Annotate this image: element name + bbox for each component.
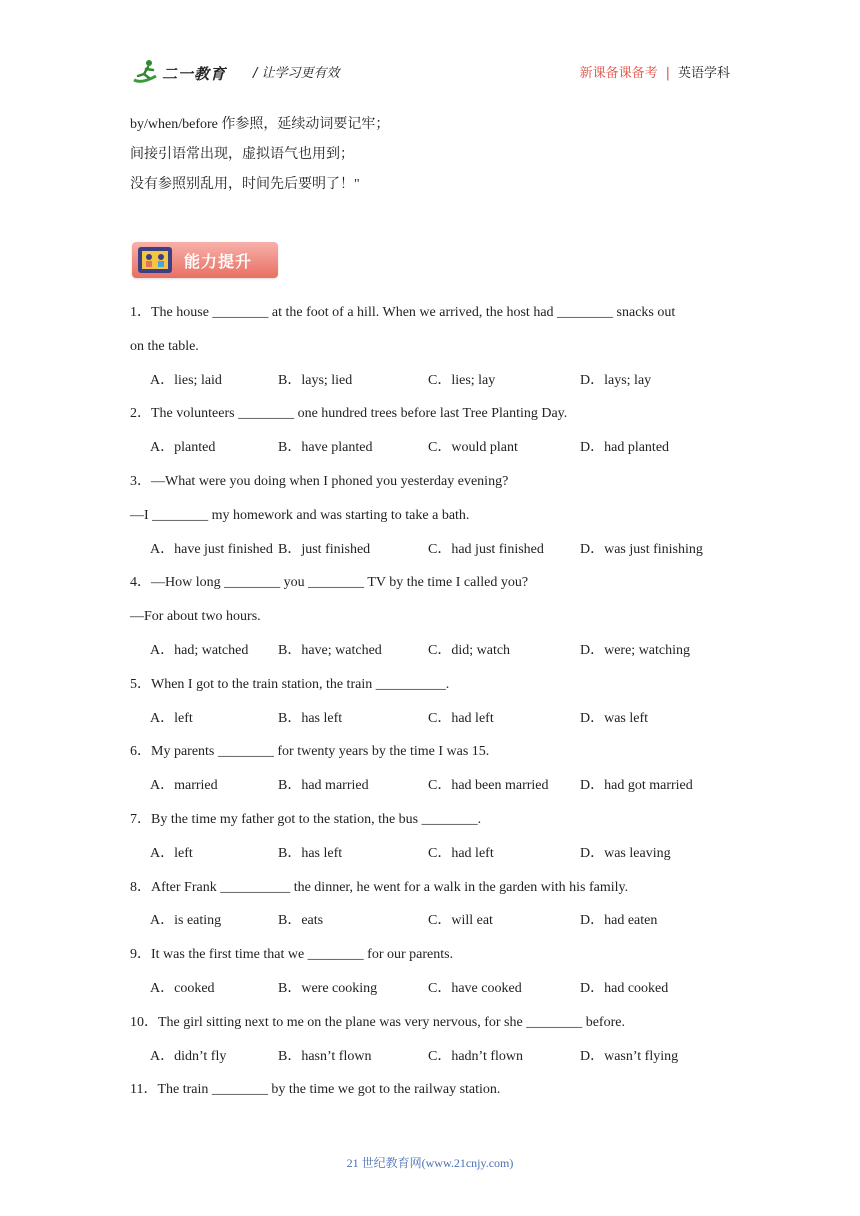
option-c: C．lies; lay xyxy=(428,372,496,388)
header-subject-label: 英语学科 xyxy=(677,66,730,81)
answer-options xyxy=(130,769,730,803)
option-b: B．lays; lied xyxy=(278,372,353,388)
question-stem: 10．The girl sitting next to me on the plane was very nervous, for she ________ before. xyxy=(130,1014,625,1030)
logo xyxy=(132,58,250,86)
section-badge-label: 能力提升 xyxy=(184,252,253,271)
option-b: B．hasn’t flown xyxy=(278,1048,372,1064)
option-c: C．have cooked xyxy=(428,980,522,996)
answer-options xyxy=(130,904,730,938)
option-d: D．were; watching xyxy=(580,642,691,658)
answer-options xyxy=(130,702,730,736)
option-d: D．had cooked xyxy=(580,980,669,996)
answer-options xyxy=(130,364,730,398)
option-c: C．hadn’t flown xyxy=(428,1048,524,1064)
question-list xyxy=(130,296,730,1107)
option-a: A．have just finished xyxy=(150,541,273,557)
runner-logo-icon xyxy=(132,58,162,86)
option-a: A．cooked xyxy=(150,980,215,996)
option-d: D．was just finishing xyxy=(580,541,703,557)
option-d: D．wasn’t flying xyxy=(580,1048,679,1064)
section-badge xyxy=(132,242,278,278)
option-a: A．married xyxy=(150,778,218,794)
option-b: B．were cooking xyxy=(278,980,378,996)
option-c: C．had just finished xyxy=(428,541,544,557)
option-c: C．will eat xyxy=(428,913,493,929)
option-a: A．lies; laid xyxy=(150,372,222,388)
intro-line: 没有参照别乱用，时间先后要明了！" xyxy=(130,177,360,192)
header-separator: | xyxy=(665,66,670,81)
question-stem: 9．It was the first time that we ________ for our parents. xyxy=(130,947,454,963)
question-item xyxy=(130,296,730,397)
question-item xyxy=(130,803,730,871)
question-item xyxy=(130,871,730,939)
question-item xyxy=(130,938,730,1006)
people-icon xyxy=(138,247,172,273)
question-stem: 2．The volunteers ________ one hundred trees before last Tree Planting Day. xyxy=(130,406,568,422)
question-stem-continued: on the table. xyxy=(130,338,199,354)
header-course-label: 新课备课备考 xyxy=(579,66,658,81)
question-item xyxy=(130,1073,730,1107)
answer-options xyxy=(130,1040,730,1074)
option-d: D．lays; lay xyxy=(580,372,652,388)
question-stem: 6．My parents ________ for twenty years by the time I was 15. xyxy=(130,744,490,760)
question-item xyxy=(130,397,730,465)
option-c: C．had been married xyxy=(428,778,549,794)
option-b: B．have planted xyxy=(278,440,373,456)
question-stem-continued: —I ________ my homework and was starting to take a bath. xyxy=(130,507,470,523)
intro-line: by/when/before 作参照，延续动词要记牢； xyxy=(130,117,390,132)
page-footer: 21 世纪教育网(www.21cnjy.com) xyxy=(346,1156,514,1170)
option-c: C．had left xyxy=(428,710,494,726)
option-d: D．had planted xyxy=(580,440,670,456)
question-stem: 5．When I got to the train station, the train __________. xyxy=(130,676,450,692)
option-c: C．did; watch xyxy=(428,642,511,658)
question-item xyxy=(130,465,730,566)
option-a: A．had; watched xyxy=(150,642,249,658)
option-d: D．was left xyxy=(580,710,649,726)
option-a: A．left xyxy=(150,845,193,861)
option-d: D．had eaten xyxy=(580,913,658,929)
question-item xyxy=(130,735,730,803)
question-item xyxy=(130,668,730,736)
logo-text: 二一教育 xyxy=(162,65,227,83)
option-b: B．has left xyxy=(278,710,343,726)
question-stem: 11．The train ________ by the time we got to the railway station. xyxy=(130,1082,501,1098)
option-b: B．has left xyxy=(278,845,343,861)
option-b: B．had married xyxy=(278,778,369,794)
option-b: B．have; watched xyxy=(278,642,382,658)
option-a: A．didn’t fly xyxy=(150,1048,227,1064)
header-subject xyxy=(580,62,730,81)
option-a: A．left xyxy=(150,710,193,726)
slogan: / 让学习更有效 xyxy=(253,66,340,81)
question-stem: 8．After Frank __________ the dinner, he went for a walk in the garden with his family. xyxy=(130,879,629,895)
option-c: C．had left xyxy=(428,845,494,861)
question-stem: 7．By the time my father got to the station, the bus ________. xyxy=(130,811,482,827)
answer-options xyxy=(130,634,730,668)
question-stem-continued: —For about two hours. xyxy=(130,609,261,625)
option-d: D．was leaving xyxy=(580,845,671,861)
intro-line: 间接引语常出现，虚拟语气也用到； xyxy=(130,147,354,162)
answer-options xyxy=(130,431,730,465)
question-item xyxy=(130,566,730,667)
answer-options xyxy=(130,837,730,871)
intro-rhyme xyxy=(130,110,389,200)
option-b: B．eats xyxy=(278,913,324,929)
question-item xyxy=(130,1006,730,1074)
option-c: C．would plant xyxy=(428,440,518,456)
option-d: D．had got married xyxy=(580,778,693,794)
answer-options xyxy=(130,533,730,567)
question-stem: 3．—What were you doing when I phoned you yesterday evening? xyxy=(130,473,509,489)
question-stem: 4．—How long ________ you ________ TV by the time I called you? xyxy=(130,575,529,591)
option-a: A．is eating xyxy=(150,913,222,929)
answer-options xyxy=(130,972,730,1006)
page-header xyxy=(130,52,730,92)
option-b: B．just finished xyxy=(278,541,371,557)
question-stem: 1．The house ________ at the foot of a hill. When we arrived, the host had ________ snacks out xyxy=(130,305,676,320)
option-a: A．planted xyxy=(150,440,216,456)
